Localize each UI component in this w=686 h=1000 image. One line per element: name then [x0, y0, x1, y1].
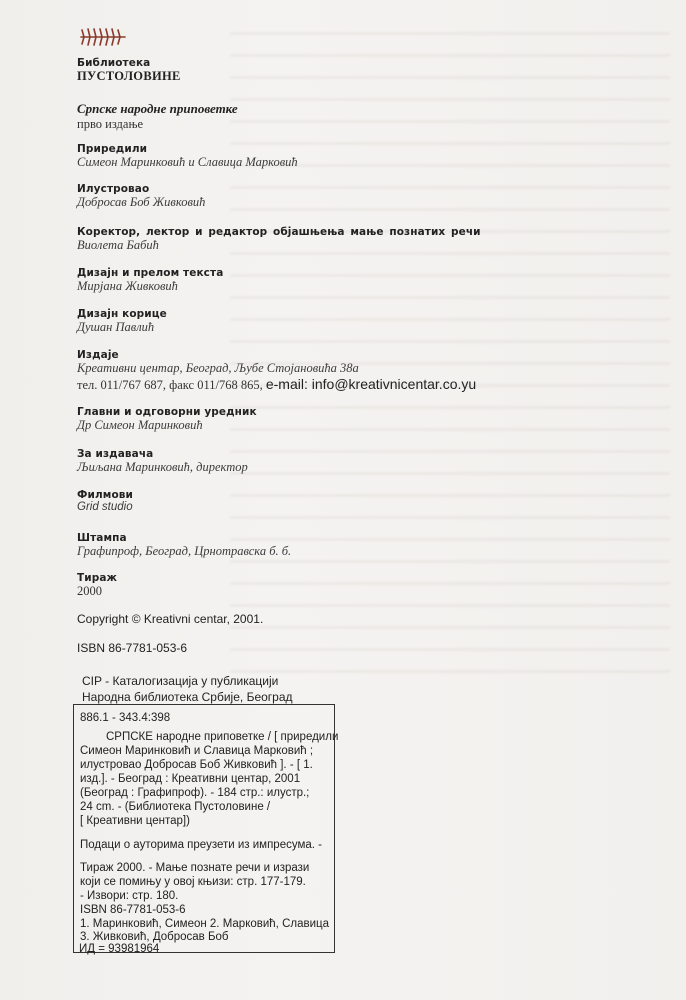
- cip-id: ИД = 93981964: [79, 943, 160, 955]
- cip-desc-line: [ Креативни центар]): [80, 815, 190, 827]
- credit-films: [77, 489, 133, 513]
- credit-label: Тираж: [77, 572, 118, 584]
- credit-value: Симеон Маринковић и Славица Марковић: [77, 155, 298, 169]
- credit-value: Др Симеон Маринковић: [77, 418, 203, 432]
- credit-value: Душан Павлић: [77, 320, 155, 334]
- book-title: Српске народне приповетке: [77, 101, 238, 116]
- credit-value: Grid studio: [77, 501, 133, 513]
- leaf-ornament-logo: [78, 26, 128, 48]
- credit-label: Штампа: [77, 532, 127, 544]
- publisher-address: Креативни центар, Београд, Љубе Стојановића 38а: [77, 361, 359, 375]
- cip-desc-line: СРПСКЕ народне приповетке / [ приредили: [106, 731, 339, 743]
- credit-value: Графипроф, Београд, Црнотравска б. б.: [77, 544, 292, 558]
- cip-note-line: - Извори: стр. 180.: [80, 890, 179, 902]
- credit-2: [77, 183, 205, 210]
- credit-value: Љиљана Маринковић, директор: [77, 460, 248, 474]
- credit-editor: [77, 406, 257, 433]
- credit-label: Главни и одговорни уредник: [77, 406, 257, 418]
- publisher-phone: тел. 011/767 687, факс 011/768 865,: [77, 378, 266, 392]
- title-block: [77, 101, 238, 132]
- cip-index-line: 3. Живковић, Добросав Боб: [80, 931, 229, 943]
- series-name: ПУСТОЛОВИНЕ: [77, 69, 181, 83]
- edition: прво издање: [77, 117, 144, 131]
- cip-header: [82, 673, 293, 705]
- cip-desc-line: (Београд : Графипроф). - 184 стр.: илустр.;: [80, 787, 310, 799]
- cip-note: Подаци о ауторима преузети из импресума. -: [80, 839, 322, 851]
- cip-isbn: ISBN 86-7781-053-6: [80, 904, 186, 916]
- credit-value: 2000: [77, 584, 102, 598]
- credit-1: [77, 143, 298, 170]
- copyright: Copyright © Kreativni centar, 2001.: [77, 612, 264, 626]
- series-label: Библиотека: [77, 57, 151, 69]
- series-block: [77, 57, 181, 84]
- publisher-contact: [77, 376, 476, 394]
- credit-value: Добросав Боб Живковић: [77, 195, 206, 209]
- cip-header-line: CIP - Каталогизација у публикацији: [82, 674, 279, 688]
- cip-record-box: [73, 704, 339, 953]
- credit-5: [77, 308, 167, 335]
- cip-index-line: 1. Маринковић, Симеон 2. Марковић, Славица: [80, 918, 329, 930]
- credit-label: За издавача: [77, 448, 154, 460]
- cip-note-line: Тираж 2000. - Мање познате речи и изрази: [80, 862, 310, 874]
- publisher-email: e-mail: info@kreativnicentar.co.yu: [265, 376, 477, 392]
- isbn: ISBN 86-7781-053-6: [77, 641, 188, 655]
- credit-value: Виолета Бабић: [77, 238, 159, 252]
- publisher-block: [77, 349, 476, 394]
- credit-label: Дизајн корице: [77, 308, 167, 320]
- cip-desc-line: изд.]. - Београд : Креативни центар, 2001: [80, 773, 301, 785]
- cip-note-line: који се помињу у овој књизи: стр. 177-179.: [80, 876, 306, 888]
- cip-header-line: Народна библиотека Србије, Београд: [82, 690, 293, 704]
- cip-udc: 886.1 - 343.4:398: [80, 712, 171, 724]
- credit-label: Коректор, лектор и редактор објашњења мање познатих речи: [77, 226, 481, 238]
- credit-label: Дизајн и прелом текста: [77, 267, 224, 279]
- credit-3: [77, 226, 481, 253]
- credit-label: Приредили: [77, 143, 148, 155]
- credit-run: [77, 572, 117, 599]
- credit-for-publisher: [77, 448, 248, 475]
- credit-value: Мирјана Живковић: [77, 279, 178, 293]
- cip-desc-line: Симеон Маринковић и Славица Марковић ;: [80, 745, 314, 757]
- cip-desc-line: 24 cm. - (Библиотека Пустоловине /: [80, 801, 271, 813]
- credit-label: Филмови: [77, 489, 133, 501]
- credit-label: Илустровао: [77, 183, 150, 195]
- cip-desc-line: илустровао Добросав Боб Живковић ]. - [ 1.: [80, 759, 313, 771]
- credit-4: [77, 267, 223, 294]
- publisher-label: Издаје: [77, 349, 119, 361]
- credit-print: [77, 532, 291, 559]
